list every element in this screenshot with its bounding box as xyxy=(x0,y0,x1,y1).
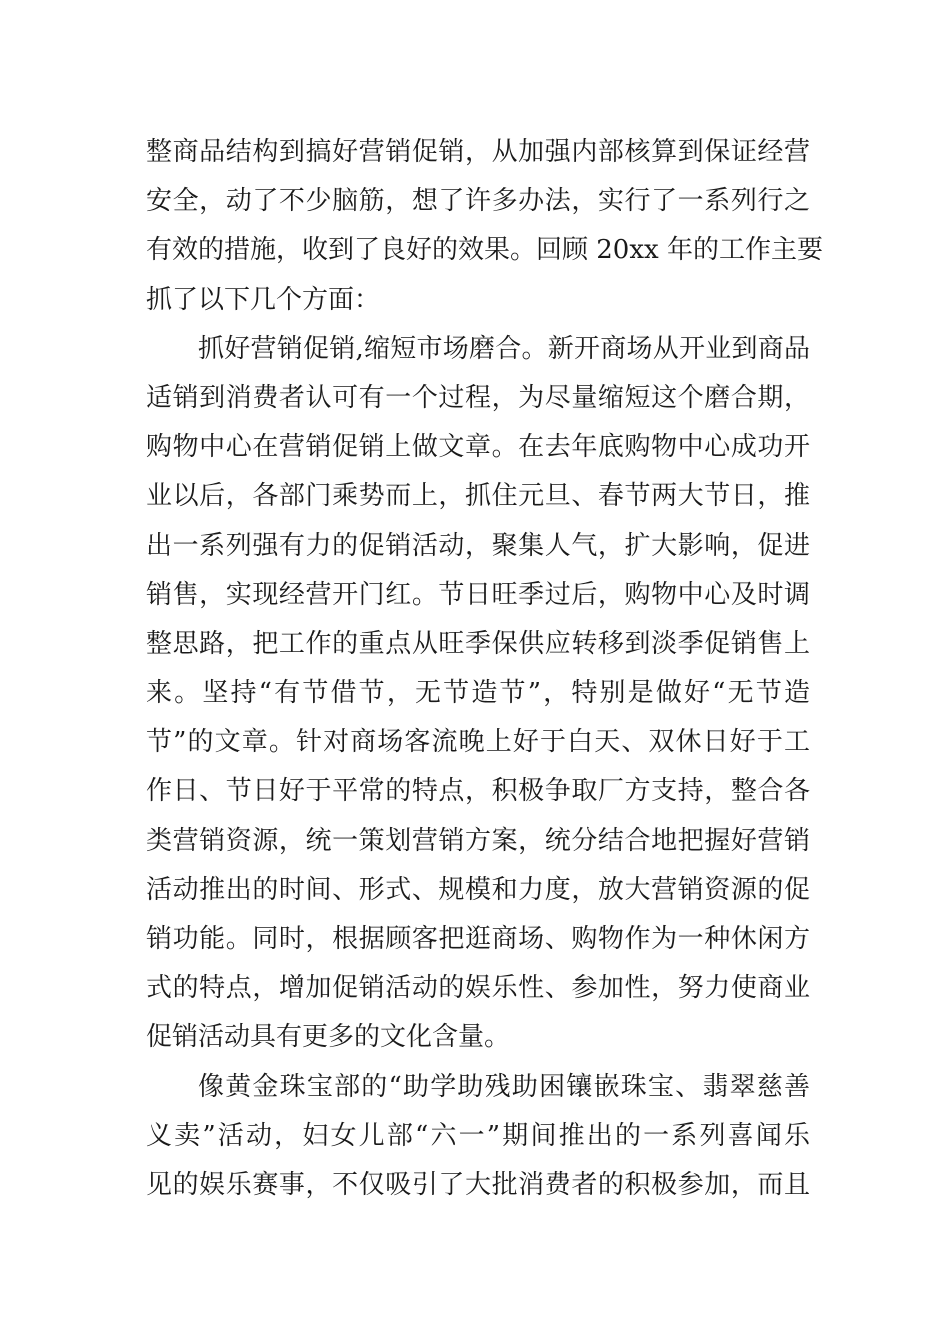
text-line: 抓了以下几个方面： xyxy=(146,284,381,315)
paragraph-start-line: 像黄金珠宝部的“助学助残助困镶嵌珠宝、翡翠慈善 xyxy=(198,1071,810,1102)
paragraph-start-line: 抓好营销促销,缩短市场磨合。新开商场从开业到商品 xyxy=(198,333,810,364)
text-line: 类营销资源，统一策划营销方案，统分结合地把握好营销 xyxy=(146,825,810,856)
text-line: 活动推出的时间、形式、规模和力度，放大营销资源的促 xyxy=(146,874,810,905)
text-line: 购物中心在营销促销上做文章。在去年底购物中心成功开 xyxy=(146,432,810,463)
text-line: 来。坚持“有节借节，无节造节”，特别是做好“无节造 xyxy=(146,678,810,709)
text-line: 节”的文章。针对商场客流晚上好于白天、双休日好于工 xyxy=(146,727,810,758)
text-line: 见的娱乐赛事，不仅吸引了大批消费者的积极参加，而且 xyxy=(146,1169,810,1200)
body-text xyxy=(146,128,823,1210)
text-line: 式的特点，增加促销活动的娱乐性、参加性，努力使商业 xyxy=(146,973,810,1004)
text-line: 销售，实现经营开门红。节日旺季过后，购物中心及时调 xyxy=(146,579,810,610)
text-line: 出一系列强有力的促销活动，聚集人气，扩大影响，促进 xyxy=(146,530,810,561)
text-line: 整思路，把工作的重点从旺季保供应转移到淡季促销售上 xyxy=(146,628,810,659)
text-line: 作日、节日好于平常的特点，积极争取厂方支持，整合各 xyxy=(146,776,810,807)
text-line: 整商品结构到搞好营销促销，从加强内部核算到保证经营 xyxy=(146,137,810,167)
text-line: 义卖”活动，妇女儿部“六一”期间推出的一系列喜闻乐 xyxy=(146,1120,810,1151)
text-line: 销功能。同时，根据顾客把逛商场、购物作为一种休闲方 xyxy=(146,924,810,954)
text-line: 适销到消费者认可有一个过程，为尽量缩短这个磨合期， xyxy=(146,382,810,413)
text-line: 安全，动了不少脑筋，想了许多办法，实行了一系列行之 xyxy=(146,186,810,217)
text-line: 促销活动具有更多的文化含量。 xyxy=(146,1022,511,1053)
text-line: 业以后，各部门乘势而上，抓住元旦、春节两大节日，推 xyxy=(146,481,810,512)
text-line: 有效的措施，收到了良好的效果。回顾 20xx 年的工作主要 xyxy=(146,235,823,266)
